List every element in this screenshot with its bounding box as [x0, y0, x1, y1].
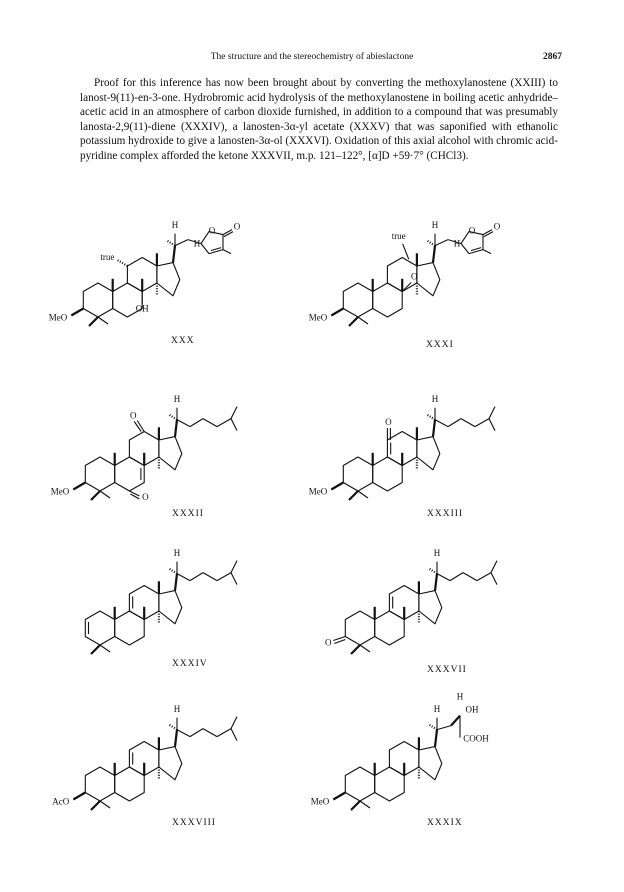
ring-b: [373, 283, 403, 317]
c21-methyl: [427, 241, 435, 246]
ring-b: [373, 457, 403, 491]
chain-c25: [217, 419, 231, 427]
ring-a: [345, 611, 374, 645]
running-title: The structure and the stereochemistry of abieslactone: [210, 52, 414, 62]
c11-keto-o: O: [385, 417, 392, 427]
side-chain-h: H: [173, 547, 181, 558]
structure-xxxii: [51, 394, 237, 502]
chain-c24: [203, 729, 217, 737]
methyl-c4b: [358, 491, 368, 498]
methyl-c4b: [98, 317, 108, 324]
compound-label-xxxvii: XXXVII: [427, 665, 467, 675]
compound-label-xxx: XXX: [171, 336, 195, 346]
chain-c22: [435, 420, 448, 427]
lactone-methyl: [483, 250, 491, 254]
structure-xxxviii: [52, 704, 237, 810]
c21-methyl: [429, 569, 437, 574]
chain-c25: [217, 729, 231, 737]
chain-c22: [177, 420, 190, 427]
methyl-c4b: [100, 801, 110, 808]
chain-c24: [461, 419, 475, 427]
side-chain-bond: [435, 574, 437, 591]
c21-methyl: [167, 241, 175, 246]
ring-b: [115, 457, 145, 491]
side-chain-h: H: [171, 219, 179, 230]
ring-d: [419, 591, 442, 624]
lactone-carbonyl-2: [484, 232, 493, 237]
compound-label-xxxix: XXXIX: [427, 818, 463, 828]
ring-b: [375, 611, 405, 645]
methyl-c4b: [358, 317, 368, 324]
chain-c24: [203, 573, 217, 581]
chain-c26: [231, 717, 237, 729]
side-chain-h: H: [433, 703, 441, 714]
ring-d: [159, 437, 182, 470]
ring-a: [343, 283, 372, 317]
chain-c23: [190, 419, 203, 427]
ring-d: [159, 747, 182, 780]
c24-h: H: [456, 691, 464, 702]
chain-c22: [437, 726, 451, 730]
chain-c22: [435, 240, 448, 246]
c21-methyl: [169, 415, 177, 420]
lactone-carbonyl-o: O: [493, 221, 501, 232]
chain-c23: [190, 729, 203, 737]
methyl-c4b: [100, 645, 110, 652]
lactone-methyl: [223, 250, 231, 254]
methyl-c4b: [360, 801, 370, 808]
side-chain-bond: [435, 730, 437, 747]
c3-methoxy-label: MeO: [310, 796, 330, 807]
ring-d: [159, 591, 182, 624]
c9-hydroxyl-label: OH: [135, 303, 149, 314]
methyl-c4a: [91, 645, 100, 654]
chain-c25: [475, 419, 489, 427]
chain-c25: [217, 573, 231, 581]
methyl-c4a: [91, 491, 100, 500]
chain-c24: [463, 573, 477, 581]
ring-a: [83, 283, 112, 317]
chain-c27: [231, 419, 237, 431]
ring-d: [417, 437, 440, 470]
structure-xxxi: [309, 220, 501, 326]
ring-a: [85, 457, 114, 491]
ring-a: [345, 767, 374, 801]
methyl-c4a: [89, 317, 98, 326]
chain-c22: [177, 730, 190, 737]
hydroxyl-label: OH: [465, 704, 479, 715]
c3-methoxy-bond: [73, 483, 85, 490]
c12-carbonyl-2: [134, 422, 141, 432]
structure-xxxvii: [325, 548, 497, 654]
lactone-carbonyl-o: O: [233, 221, 241, 232]
c21-methyl: [429, 725, 437, 730]
methyl-c4b: [100, 491, 110, 498]
chain-c22: [175, 240, 188, 246]
chain-c23: [448, 419, 461, 427]
c3-methoxy-bond: [71, 309, 83, 316]
side-chain-h: H: [431, 393, 439, 404]
aldehyde-bond: [403, 244, 409, 259]
chain-c26: [489, 407, 495, 419]
compound-label-xxxviii: XXXVIII: [172, 818, 216, 828]
c3-acetoxy-label: AcO: [52, 796, 70, 807]
ring-a: [85, 767, 114, 801]
c3-methoxy-label: MeO: [308, 486, 328, 497]
c3-keto-o: O: [325, 637, 332, 648]
side-chain-h: H: [173, 393, 181, 404]
chain-c23: [450, 573, 463, 581]
ring-d: [419, 747, 442, 780]
side-chain-bond: [433, 420, 435, 437]
chain-c22: [437, 574, 450, 581]
c21-methyl: [169, 569, 177, 574]
compound-label-xxxii: XXXII: [172, 509, 204, 519]
body-paragraph: Proof for this inference has now been brought about by converting the methoxylanostene (XXIII) to lanost-9(11)-en-3-one. Hydrobromic acid hydrolysis of the methoxylanostene in boiling acetic anhydride–acetic acid in an atmosphere of carbon dioxide furnished, in addition to a compound that was presumably lanosta-2,9(11)-diene (XXXIV), a lanosten-3α-yl acetate (XXXV) that was saponified with ethanolic potassium hydroxide to give a lanosten-3α-ol (XXXVI). Oxidation of this axial alcohol with chromic acid-pyridine complex afforded the ketone XXXVII, m.p. 121–122°, [α]D +59·7° (CHCl3).: [80, 77, 558, 162]
carboxyl-label: COOH: [463, 733, 489, 744]
c7-carbonyl: [129, 491, 139, 496]
chain-c26: [231, 407, 237, 419]
chain-c25: [477, 573, 491, 581]
structure-xxxix: [311, 692, 489, 810]
ring-a: [343, 457, 372, 491]
ring-b: [115, 767, 145, 801]
structure-xxxiii: [309, 394, 495, 500]
c3-methoxy-bond: [333, 793, 345, 800]
c21-methyl: [169, 725, 177, 730]
chain-c24: [203, 419, 217, 427]
compound-label-xxxi: XXXI: [426, 340, 454, 350]
side-chain-h: H: [431, 219, 439, 230]
c23-h: H: [193, 238, 201, 249]
lactone-ring-o: O: [208, 225, 216, 236]
lactone-ring-o: O: [468, 225, 476, 236]
methyl-c4a: [91, 801, 100, 810]
ring-d: [417, 263, 440, 296]
chain-c26: [231, 561, 237, 573]
lactone-carbonyl-2: [224, 232, 233, 237]
c21-methyl: [427, 415, 435, 420]
page-number: 2867: [543, 52, 562, 62]
c7-keto-o: O: [142, 492, 149, 502]
c11-hydroxyl-bond: [117, 260, 127, 266]
lactone-carbonyl: [223, 230, 232, 235]
methyl-c4a: [351, 801, 360, 810]
c3-acetoxy-bond: [73, 793, 85, 800]
chain-c27: [231, 729, 237, 741]
methyl-c4a: [351, 645, 360, 654]
compound-label-xxxiv: XXXIV: [172, 659, 208, 669]
chain-c27: [489, 419, 495, 431]
structure-xxx: [49, 220, 241, 326]
c3-methoxy-label: MeO: [48, 312, 68, 323]
c11-hydroxyl-label: true: [100, 252, 115, 262]
chain-c27: [491, 573, 497, 585]
lactone-carbonyl: [483, 230, 492, 235]
chain-c26: [491, 561, 497, 573]
side-chain-bond: [175, 574, 177, 591]
c3-methoxy-label: MeO: [50, 486, 70, 497]
ring-a: [85, 611, 114, 645]
c3-methoxy-bond: [331, 309, 343, 316]
side-chain-bond: [175, 420, 177, 437]
c9-keto-o: O: [410, 271, 418, 282]
c3-methoxy-bond: [331, 483, 343, 490]
structure-xxxiv: [85, 548, 237, 654]
chain-c23: [190, 573, 203, 581]
side-chain-bond: [173, 246, 175, 263]
ring-b: [115, 611, 145, 645]
chain-c22: [177, 574, 190, 581]
chain-c23: [451, 716, 460, 726]
side-chain-bond: [433, 246, 435, 263]
c12-keto-o: O: [129, 410, 137, 421]
aldehyde-label: true: [391, 230, 406, 241]
c3-methoxy-label: MeO: [308, 312, 328, 323]
methyl-c4a: [349, 317, 358, 326]
methyl-c4a: [349, 491, 358, 500]
c23-h: H: [453, 238, 461, 249]
side-chain-bond: [175, 730, 177, 747]
ring-b: [375, 767, 405, 801]
compound-label-xxxiii: XXXIII: [427, 509, 464, 519]
chain-c27: [231, 573, 237, 585]
ring-d: [157, 263, 180, 296]
methyl-c4b: [360, 645, 370, 652]
side-chain-h: H: [433, 547, 441, 558]
side-chain-h: H: [173, 703, 181, 714]
